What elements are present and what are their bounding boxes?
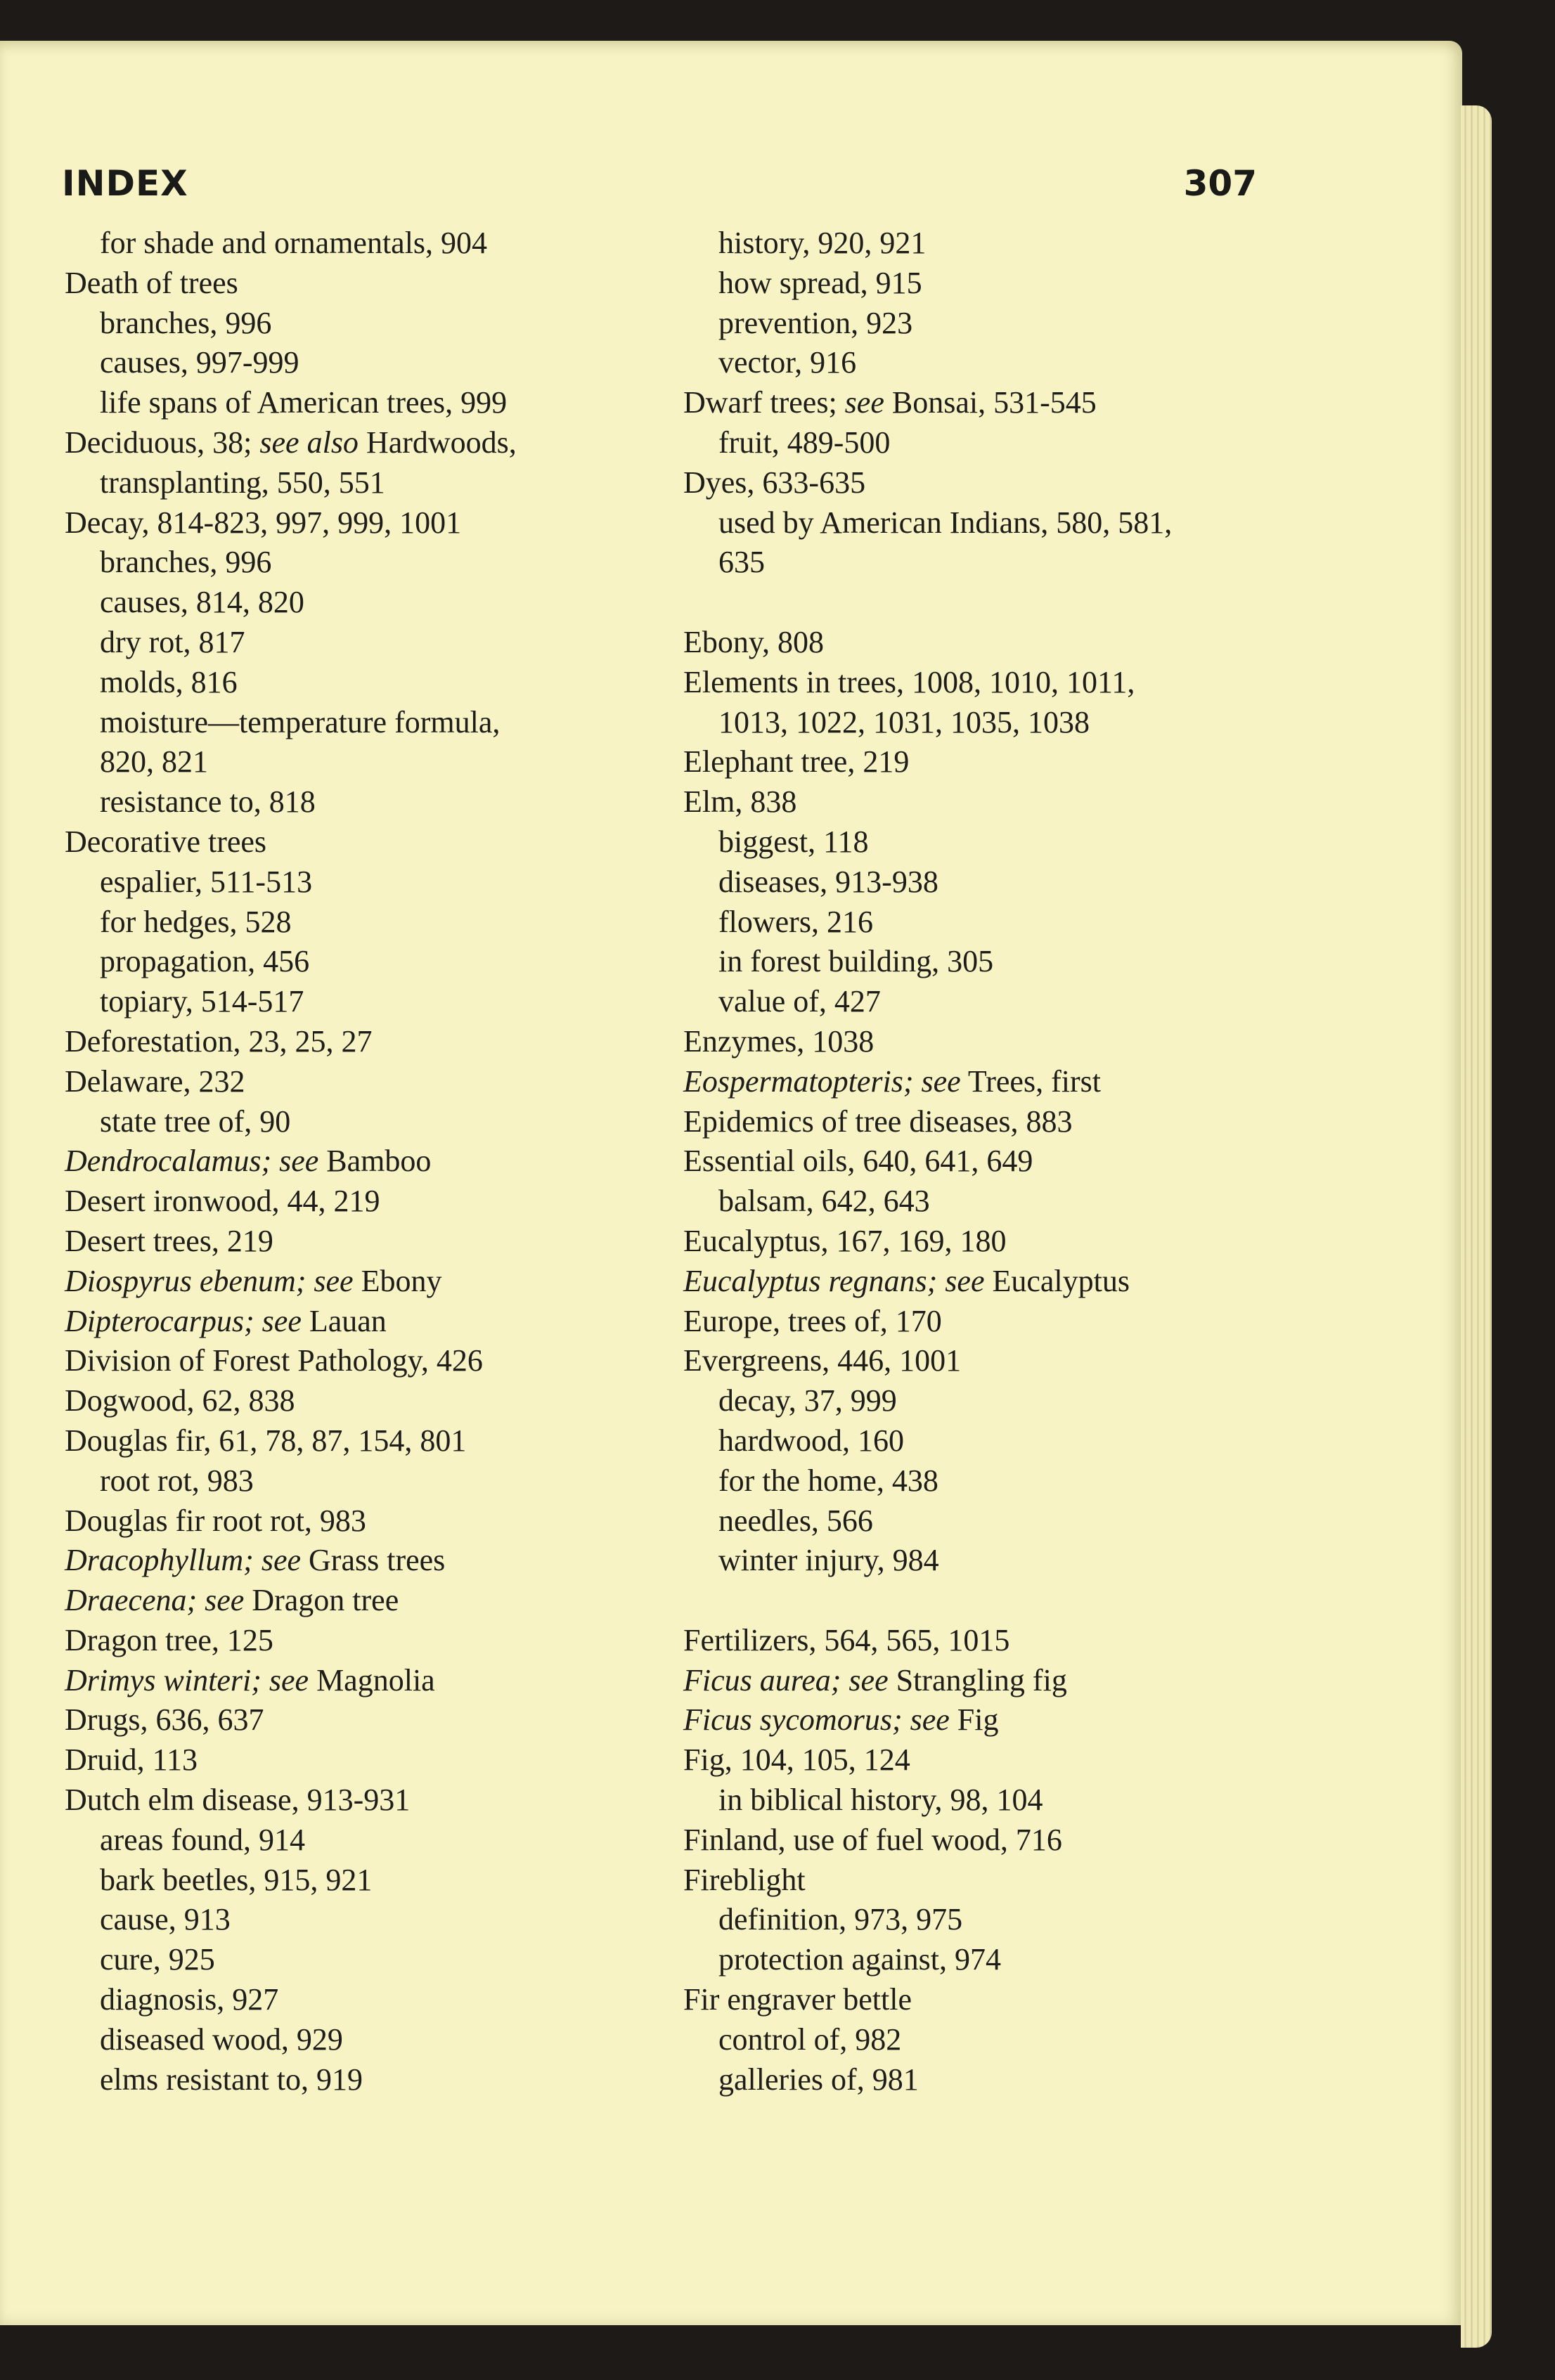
entry-text: galleries of, 981 bbox=[718, 2062, 919, 2097]
entry-text: topiary, 514-517 bbox=[100, 984, 304, 1019]
entry-text: Eucalyptus bbox=[984, 1263, 1130, 1298]
index-entry bbox=[65, 1222, 641, 1262]
entry-text: Enzymes, 1038 bbox=[683, 1023, 875, 1059]
index-entry bbox=[683, 383, 1302, 423]
entry-text: cure, 925 bbox=[100, 1942, 215, 1977]
index-subentry bbox=[683, 1421, 1302, 1461]
entry-text: Douglas fir root rot, 983 bbox=[65, 1503, 366, 1538]
index-subentry bbox=[683, 503, 1302, 543]
index-subentry bbox=[683, 343, 1302, 383]
index-subentry bbox=[65, 1461, 641, 1501]
entry-text: vector, 916 bbox=[718, 345, 857, 380]
entry-text: Europe, trees of, 170 bbox=[683, 1303, 942, 1338]
entry-text: Bonsai, 531-545 bbox=[884, 385, 1097, 420]
index-entry bbox=[683, 742, 1302, 782]
entry-italic-text: Drimys winteri; see bbox=[65, 1662, 309, 1697]
entry-text: Finland, use of fuel wood, 716 bbox=[683, 1822, 1062, 1857]
entry-italic-text: see also bbox=[259, 425, 359, 460]
entry-text: diseases, 913-938 bbox=[718, 864, 938, 899]
index-subentry bbox=[683, 1940, 1302, 1980]
entry-text: 635 bbox=[718, 545, 765, 580]
page-edges bbox=[1461, 105, 1492, 2348]
index-entry bbox=[65, 264, 641, 304]
entry-text: Elm, 838 bbox=[683, 784, 797, 820]
entry-text: espalier, 511-513 bbox=[100, 864, 313, 899]
index-subentry bbox=[65, 942, 641, 982]
entry-text: areas found, 914 bbox=[100, 1822, 306, 1857]
entry-text: Deforestation, 23, 25, 27 bbox=[65, 1023, 373, 1059]
index-subentry bbox=[65, 383, 641, 423]
index-subentry bbox=[65, 1900, 641, 1940]
index-entry bbox=[683, 1980, 1302, 2020]
entry-text: biggest, 118 bbox=[718, 824, 869, 859]
index-entry bbox=[65, 1381, 641, 1421]
index-entry bbox=[683, 1861, 1302, 1901]
index-subentry bbox=[683, 1900, 1302, 1940]
entry-text: hardwood, 160 bbox=[718, 1423, 904, 1458]
entry-text: Hardwoods, bbox=[358, 425, 517, 460]
entry-italic-text: Dendrocalamus; see bbox=[65, 1144, 319, 1179]
index-entry bbox=[65, 1501, 641, 1541]
entry-text: decay, 37, 999 bbox=[718, 1383, 897, 1418]
entry-text: control of, 982 bbox=[718, 2022, 902, 2057]
index-entry bbox=[683, 1302, 1302, 1342]
entry-text: Douglas fir, 61, 78, 87, 154, 801 bbox=[65, 1423, 467, 1458]
index-subentry bbox=[65, 623, 641, 663]
index-subentry bbox=[683, 2020, 1302, 2060]
entry-text: Fig bbox=[949, 1702, 999, 1738]
page-header bbox=[62, 163, 1257, 212]
entry-text: needles, 566 bbox=[718, 1503, 873, 1538]
index-entry bbox=[65, 503, 641, 543]
index-subentry bbox=[65, 224, 641, 264]
index-subentry bbox=[683, 1381, 1302, 1421]
entry-text: Magnolia bbox=[309, 1662, 435, 1697]
entry-text: Decay, 814-823, 997, 999, 1001 bbox=[65, 505, 462, 540]
entry-italic-text: Ficus aurea; see bbox=[683, 1662, 889, 1697]
index-entry bbox=[65, 1022, 641, 1062]
index-entry bbox=[65, 1302, 641, 1342]
index-subentry bbox=[65, 903, 641, 943]
entry-text: Decorative trees bbox=[65, 824, 267, 859]
index-subentry bbox=[683, 543, 1302, 583]
entry-text: branches, 996 bbox=[100, 545, 272, 580]
entry-italic-text: Ficus sycomorus; see bbox=[683, 1702, 950, 1738]
index-entry bbox=[65, 1262, 641, 1302]
index-entry bbox=[683, 1102, 1302, 1142]
entry-text: Delaware, 232 bbox=[65, 1063, 245, 1099]
index-column-right bbox=[683, 224, 1302, 2100]
index-entry bbox=[683, 623, 1302, 663]
entry-italic-text: Draecena; see bbox=[65, 1583, 245, 1618]
index-subentry bbox=[683, 1501, 1302, 1541]
index-entry bbox=[65, 1621, 641, 1661]
index-subentry bbox=[683, 982, 1302, 1022]
page-number: 307 bbox=[1183, 163, 1257, 204]
entry-text: state tree of, 90 bbox=[100, 1104, 291, 1139]
index-subentry bbox=[65, 583, 641, 623]
entry-text: Dragon tree bbox=[244, 1583, 399, 1618]
entry-text: causes, 997-999 bbox=[100, 345, 299, 380]
index-entry bbox=[683, 1262, 1302, 1302]
entry-text: Bamboo bbox=[318, 1144, 432, 1179]
entry-text: how spread, 915 bbox=[718, 265, 922, 300]
entry-text: branches, 996 bbox=[100, 305, 272, 340]
entry-text: 1013, 1022, 1031, 1035, 1038 bbox=[718, 704, 1090, 739]
index-entry bbox=[683, 1062, 1302, 1102]
entry-text: moisture—temperature formula, bbox=[100, 704, 501, 739]
index-entry bbox=[65, 1700, 641, 1740]
entry-text: root rot, 983 bbox=[100, 1463, 254, 1498]
section-gap bbox=[683, 1581, 1302, 1621]
index-entry bbox=[683, 663, 1302, 703]
entry-text: Eucalyptus, 167, 169, 180 bbox=[683, 1223, 1007, 1258]
entry-text: used by American Indians, 580, 581, bbox=[718, 505, 1173, 540]
index-entry bbox=[683, 1341, 1302, 1381]
index-subentry bbox=[683, 224, 1302, 264]
entry-text: diagnosis, 927 bbox=[100, 1982, 279, 2017]
index-subentry bbox=[65, 1820, 641, 1861]
entry-text: Elephant tree, 219 bbox=[683, 744, 910, 780]
index-subentry bbox=[65, 343, 641, 383]
index-entry bbox=[683, 463, 1302, 503]
section-title: INDEX bbox=[62, 163, 188, 204]
entry-text: for the home, 438 bbox=[718, 1463, 938, 1498]
index-subentry bbox=[65, 862, 641, 903]
index-subentry bbox=[683, 423, 1302, 463]
index-subentry bbox=[683, 264, 1302, 304]
entry-text: Dwarf trees; bbox=[683, 385, 845, 420]
index-subentry bbox=[683, 1461, 1302, 1501]
entry-text: in biblical history, 98, 104 bbox=[718, 1783, 1043, 1818]
entry-italic-text: Eucalyptus regnans; see bbox=[683, 1263, 985, 1298]
index-subentry bbox=[65, 2060, 641, 2100]
index-subentry bbox=[683, 942, 1302, 982]
entry-text: value of, 427 bbox=[718, 984, 881, 1019]
entry-text: Epidemics of tree diseases, 883 bbox=[683, 1104, 1073, 1139]
entry-text: diseased wood, 929 bbox=[100, 2022, 343, 2057]
entry-text: prevention, 923 bbox=[718, 305, 913, 340]
index-subentry bbox=[65, 304, 641, 344]
entry-italic-text: Dracophyllum; see bbox=[65, 1543, 302, 1578]
entry-text: resistance to, 818 bbox=[100, 784, 316, 820]
index-entry bbox=[65, 423, 641, 463]
entry-text: Evergreens, 446, 1001 bbox=[683, 1343, 962, 1378]
index-subentry bbox=[683, 2060, 1302, 2100]
entry-text: protection against, 974 bbox=[718, 1942, 1002, 1977]
index-subentry bbox=[65, 1102, 641, 1142]
entry-text: in forest building, 305 bbox=[718, 944, 994, 979]
entry-text: Grass trees bbox=[301, 1543, 446, 1578]
entry-text: Fireblight bbox=[683, 1862, 806, 1897]
entry-text: elms resistant to, 919 bbox=[100, 2062, 363, 2097]
index-entry bbox=[65, 1182, 641, 1222]
index-entry bbox=[65, 1740, 641, 1780]
entry-text: Elements in trees, 1008, 1010, 1011, bbox=[683, 664, 1135, 699]
entry-text: propagation, 456 bbox=[100, 944, 310, 979]
index-entry bbox=[683, 1022, 1302, 1062]
index-subentry bbox=[65, 1940, 641, 1980]
index-subentry bbox=[65, 742, 641, 782]
entry-text: Desert ironwood, 44, 219 bbox=[65, 1184, 380, 1219]
index-entry bbox=[65, 1581, 641, 1621]
index-subentry bbox=[683, 304, 1302, 344]
entry-text: Division of Forest Pathology, 426 bbox=[65, 1343, 483, 1378]
index-subentry bbox=[65, 543, 641, 583]
index-entry bbox=[683, 1222, 1302, 1262]
index-entry bbox=[65, 1341, 641, 1381]
index-subentry bbox=[683, 822, 1302, 862]
entry-text: winter injury, 984 bbox=[718, 1543, 939, 1578]
index-subentry bbox=[683, 1182, 1302, 1222]
entry-text: Fir engraver bettle bbox=[683, 1982, 912, 2017]
entry-text: Lauan bbox=[301, 1303, 387, 1338]
entry-text: Ebony bbox=[353, 1263, 442, 1298]
entry-text: 820, 821 bbox=[100, 744, 208, 780]
index-subentry bbox=[65, 1980, 641, 2020]
index-entry bbox=[683, 1740, 1302, 1780]
index-entry bbox=[683, 1142, 1302, 1182]
entry-text: balsam, 642, 643 bbox=[718, 1184, 930, 1219]
entry-text: flowers, 216 bbox=[718, 904, 873, 939]
index-entry bbox=[65, 1661, 641, 1701]
entry-text: Death of trees bbox=[65, 265, 238, 300]
index-entry bbox=[683, 1700, 1302, 1740]
index-subentry bbox=[65, 2020, 641, 2060]
entry-text: life spans of American trees, 999 bbox=[100, 385, 508, 420]
index-entry bbox=[65, 1142, 641, 1182]
index-entry bbox=[65, 1421, 641, 1461]
entry-text: dry rot, 817 bbox=[100, 624, 245, 659]
index-subentry bbox=[683, 862, 1302, 903]
index-subentry bbox=[683, 1780, 1302, 1820]
entry-text: Fig, 104, 105, 124 bbox=[683, 1742, 910, 1778]
entry-text: cause, 913 bbox=[100, 1902, 231, 1937]
entry-text: Strangling fig bbox=[888, 1662, 1067, 1697]
index-entry bbox=[65, 1541, 641, 1581]
entry-text: transplanting, 550, 551 bbox=[100, 465, 385, 500]
entry-italic-text: Dipterocarpus; see bbox=[65, 1303, 302, 1338]
entry-text: definition, 973, 975 bbox=[718, 1902, 963, 1937]
index-subentry bbox=[683, 703, 1302, 743]
entry-text: for hedges, 528 bbox=[100, 904, 292, 939]
entry-text: Fertilizers, 564, 565, 1015 bbox=[683, 1622, 1010, 1657]
index-subentry bbox=[683, 903, 1302, 943]
index-subentry bbox=[65, 663, 641, 703]
entry-text: Trees, first bbox=[960, 1063, 1101, 1099]
index-entry bbox=[683, 1621, 1302, 1661]
index-subentry bbox=[65, 1861, 641, 1901]
index-subentry bbox=[683, 1541, 1302, 1581]
entry-text: Druid, 113 bbox=[65, 1742, 198, 1778]
entry-italic-text: Diospyrus ebenum; see bbox=[65, 1263, 354, 1298]
entry-text: Ebony, 808 bbox=[683, 624, 825, 659]
index-entry bbox=[65, 1780, 641, 1820]
entry-text: for shade and ornamentals, 904 bbox=[100, 226, 488, 260]
index-subentry bbox=[65, 982, 641, 1022]
entry-text: Dyes, 633-635 bbox=[683, 465, 866, 500]
index-subentry bbox=[65, 703, 641, 743]
index-subentry bbox=[65, 782, 641, 822]
entry-italic-text: Eospermatopteris; see bbox=[683, 1063, 961, 1099]
entry-text: bark beetles, 915, 921 bbox=[100, 1862, 373, 1897]
entry-text: Dutch elm disease, 913-931 bbox=[65, 1783, 411, 1818]
entry-text: Desert trees, 219 bbox=[65, 1223, 273, 1258]
entry-text: Dogwood, 62, 838 bbox=[65, 1383, 295, 1418]
entry-text: fruit, 489-500 bbox=[718, 425, 891, 460]
entry-text: molds, 816 bbox=[100, 664, 238, 699]
index-subentry bbox=[65, 463, 641, 503]
entry-text: Essential oils, 640, 641, 649 bbox=[683, 1144, 1033, 1179]
entry-text: Dragon tree, 125 bbox=[65, 1622, 273, 1657]
section-gap bbox=[683, 583, 1302, 623]
index-entry bbox=[683, 782, 1302, 822]
entry-text: Deciduous, 38; bbox=[65, 425, 260, 460]
index-entry bbox=[683, 1820, 1302, 1861]
entry-text: causes, 814, 820 bbox=[100, 585, 304, 620]
index-entry bbox=[65, 822, 641, 862]
index-entry bbox=[65, 1062, 641, 1102]
entry-text: Drugs, 636, 637 bbox=[65, 1702, 264, 1738]
index-entry bbox=[683, 1661, 1302, 1701]
entry-text: history, 920, 921 bbox=[718, 226, 927, 260]
index-column-left bbox=[65, 224, 641, 2100]
entry-italic-text: see bbox=[844, 385, 884, 420]
